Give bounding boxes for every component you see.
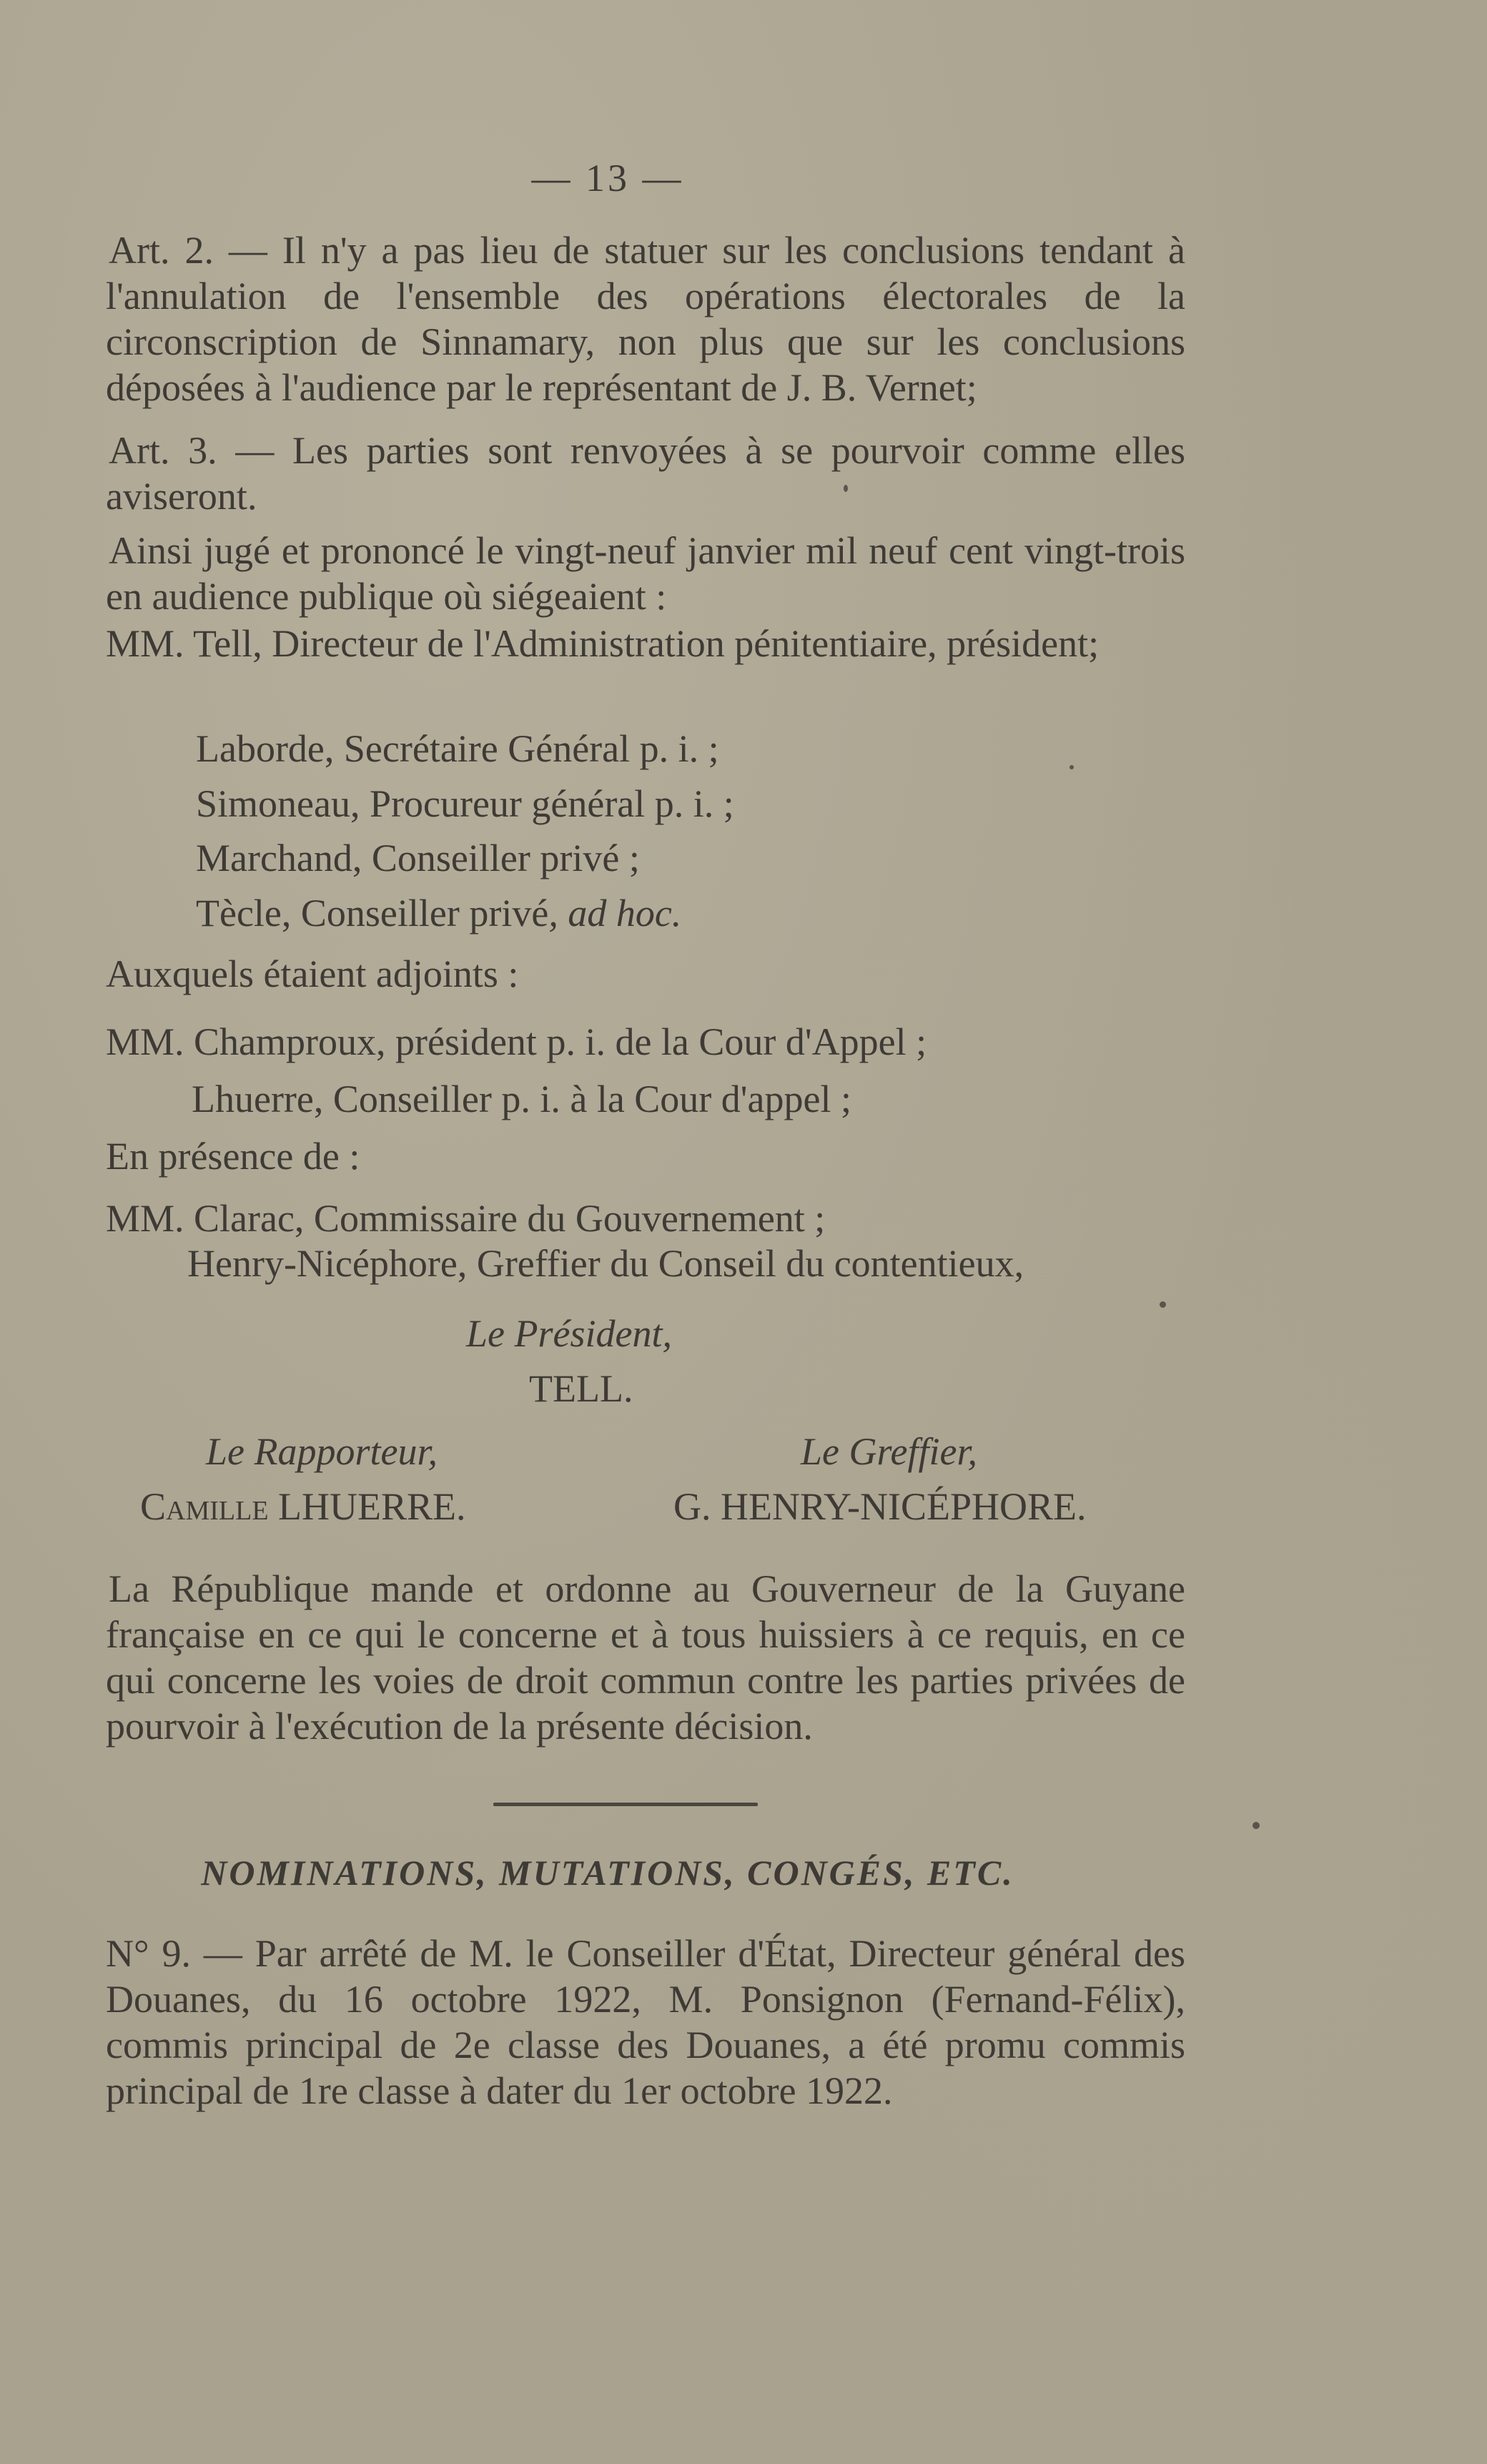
speck <box>1253 1822 1260 1829</box>
adjoined-champroux: MM. Champroux, président p. i. de la Cour d'Appel ; <box>106 1020 927 1063</box>
member-simoneau: Simoneau, Procureur général p. i. ; <box>196 782 734 825</box>
greffier-name: G. HENRY-NICÉPHORE. <box>673 1485 1087 1528</box>
presence-henry: Henry-Nicéphore, Greffier du Conseil du contentieux, <box>187 1242 1024 1285</box>
speck <box>844 485 848 492</box>
section-heading: NOMINATIONS, MUTATIONS, CONGÉS, ETC. <box>201 1853 1014 1893</box>
president-name: TELL. <box>529 1367 633 1410</box>
article-2: Art. 2. — Il n'y a pas lieu de statuer sur les conclusions tendant à l'annulation de l'ensemble des opérations électorales de la circonscription de Sinnamary, non plus que sur les conclusions déposées à l'audience par le représentant de J. B. Vernet; <box>106 229 1185 409</box>
member-marchand: Marchand, Conseiller privé ; <box>196 837 640 879</box>
rapporteur-name: Camille LHUERRE. <box>140 1485 466 1528</box>
member-tecle-name: Tècle, Conseiller privé <box>196 892 549 935</box>
president-title: Le Président, <box>466 1312 672 1355</box>
judgment-statement: Ainsi jugé et prononcé le vingt-neuf janvier mil neuf cent vingt-trois en audience publique où siégeaient : <box>106 529 1185 618</box>
member-laborde: Laborde, Secrétaire Général p. i. ; <box>196 727 719 770</box>
notice-n9: N° 9. — Par arrêté de M. le Conseiller d'État, Directeur général des Douanes, du 16 octobre 1922, M. Ponsignon (Fernand-Félix), commis principal de 2e classe des Douanes, a été promu commis principal de 1re classe à dater du 1er octobre 1922. <box>106 1932 1185 2112</box>
adjoined-intro: Auxquels étaient adjoints : <box>106 952 519 995</box>
presence-clarac: MM. Clarac, Commissaire du Gouvernement ; <box>106 1197 826 1240</box>
member-tecle-adhoc: , ad hoc. <box>548 892 682 935</box>
article-3: Art. 3. — Les parties sont renvoyées à se pourvoir comme elles aviseront. <box>106 429 1185 518</box>
speck <box>1160 1301 1166 1308</box>
republique-order: La République mande et ordonne au Gouverneur de la Guyane française en ce qui le concerne et à tous huissiers à ce requis, en ce qui concerne les voies de droit commun contre les parties privées de pourvoir à l'exécution de la présente décision. <box>106 1567 1185 1748</box>
rapporteur-title: Le Rapporteur, <box>206 1430 438 1473</box>
member-tecle <box>196 890 681 936</box>
speck <box>1069 765 1074 769</box>
member-tell: MM. Tell, Directeur de l'Administration pénitentiaire, président; <box>106 622 1100 665</box>
presence-intro: En présence de : <box>106 1135 360 1178</box>
page-number: — 13 — <box>531 157 684 199</box>
adjoined-lhuerre: Lhuerre, Conseiller p. i. à la Cour d'appel ; <box>192 1078 851 1120</box>
section-divider <box>493 1803 758 1806</box>
greffier-title: Le Greffier, <box>801 1430 977 1473</box>
